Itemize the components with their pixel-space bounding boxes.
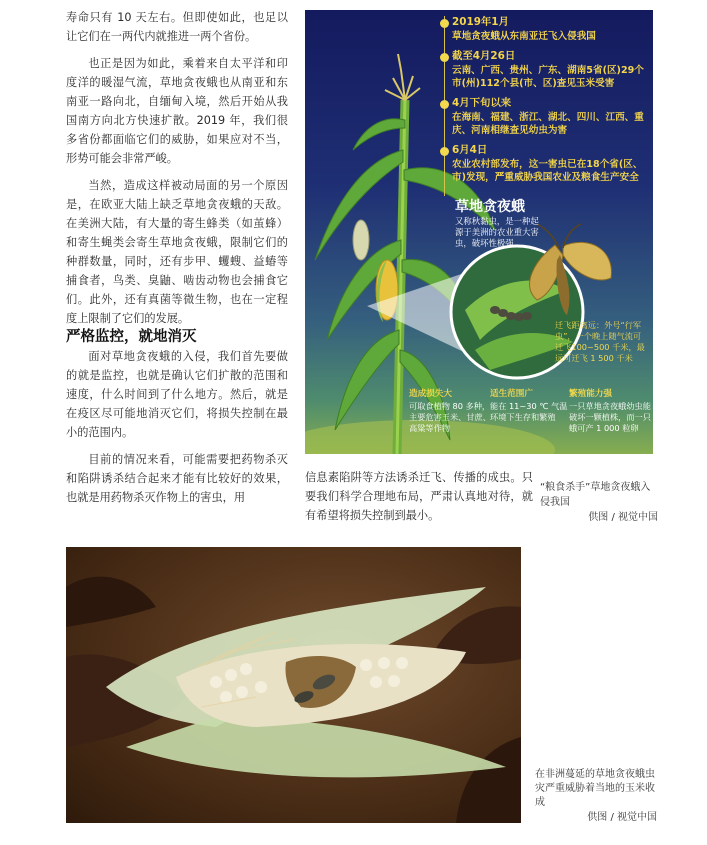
timeline-date: 截至4月26日 xyxy=(452,50,516,62)
stat-text: 一只草地贪夜蛾幼虫能破坏一颗植株，而一只蛾可产 1 000 粒卵 xyxy=(569,401,651,433)
caption-text: “粮食杀手”草地贪夜蛾入侵我国 xyxy=(540,482,651,508)
paragraph-2: 也正是因为如此，乘着来自太平洋和印度洋的暖湿气流，草地贪夜蛾也从南亚和东南亚一路向北，自缅甸入境，然后开始从我国南方向北方快速扩散。2019 年，我们很多省份都面临它们的威胁，如果应对不当，形势可能会非常严峻。 xyxy=(66,57,288,165)
paragraph-1: 寿命只有 10 天左右。但即使如此，也足以让它们在一两代内就推进一两个省份。 xyxy=(66,11,288,43)
stat-text: 能在 11~30 ℃ 气温环境下生存和繁殖 xyxy=(490,401,568,422)
timeline-item xyxy=(452,16,648,43)
photo-caption-text: 在非洲蔓延的草地贪夜蛾虫灾严重威胁着当地的玉米收成 xyxy=(535,769,655,808)
stat-block xyxy=(490,389,574,423)
timeline-text: 在海南、福建、浙江、湖北、四川、江西、重庆、河南相继查见幼虫为害 xyxy=(452,112,644,136)
corn-damage-photo xyxy=(66,547,521,823)
timeline-text: 农业农村部发布，这一害虫已在18个省(区、市)发现，严重威胁我国农业及粮食生产安全 xyxy=(452,159,643,183)
left-article-column xyxy=(66,8,288,507)
timeline-dot xyxy=(440,147,449,156)
stat-title: 适生范围广 xyxy=(490,389,533,399)
timeline-item xyxy=(452,50,648,90)
continued-paragraph: 信息素陷阱等方法诱杀迁飞、传播的成虫。只要我们科学合理地布局，严肃认真地对待，就有希望将损失控制到最小。 xyxy=(305,471,533,522)
timeline-text: 草地贪夜蛾从东南亚迁飞入侵我国 xyxy=(452,31,596,42)
timeline-text: 云南、广西、贵州、广东、湖南5省(区)29个市(州)112个县(市、区)查见玉米受害 xyxy=(452,65,644,89)
photo-caption xyxy=(535,768,657,825)
flight-distance-note: 迁飞距离远：外号“行军虫”，一个晚上随气流可迁飞100~500 千米，最远可迁飞 1 500 千米 xyxy=(555,320,645,363)
stat-block xyxy=(569,389,653,434)
caption-credit: 供图 / 视觉中国 xyxy=(588,512,658,523)
timeline-dot xyxy=(440,53,449,62)
section-heading: 严格监控，就地消灭 xyxy=(66,329,197,345)
stat-text: 可取食植物 80 多种，主要危害玉米、甘蔗、高粱等作物 xyxy=(409,401,491,433)
corn-photo-illustration xyxy=(66,547,521,823)
paragraph-5: 目前的情况来看，可能需要把药物杀灭和陷阱诱杀结合起来才能有比较好的效果，也就是用药物杀灭作物上的害虫，用 xyxy=(66,453,288,504)
infographic-title: 草地贪夜蛾 xyxy=(455,199,525,215)
timeline-item xyxy=(452,144,648,184)
timeline-item xyxy=(452,97,648,137)
photo-caption-credit: 供图 / 视觉中国 xyxy=(587,812,657,823)
stat-title: 造成损失大 xyxy=(409,389,452,399)
timeline-date: 2019年1月 xyxy=(452,16,509,28)
paragraph-3: 当然，造成这样被动局面的另一个原因是，在欧亚大陆上缺乏草地贪夜蛾的天敌。在美洲大陆，有大量的寄生蜂类（如茧蜂）和寄生蝇类会寄生草地贪夜蛾，限制它们的种群数量，同时，还有步甲、蠼螋、益蝽等捕食者，鸟类、臭鼬、啮齿动物也会捕食它们。此外，还有真菌等微生物，也在一定程度上限制了它们的发展。 xyxy=(66,179,288,325)
timeline-dot xyxy=(440,19,449,28)
timeline-date: 6月4日 xyxy=(452,144,488,156)
timeline-dot xyxy=(440,100,449,109)
stat-title: 繁殖能力强 xyxy=(569,389,612,399)
stat-block xyxy=(409,389,493,434)
fall-armyworm-infographic xyxy=(305,10,653,454)
infographic-caption xyxy=(540,480,658,525)
timeline-date: 4月下旬以来 xyxy=(452,97,512,109)
infographic-description: 又称秋黏虫，是一种起源于美洲的农业重大害虫，破坏性极强 xyxy=(455,216,539,248)
paragraph-4: 面对草地贪夜蛾的入侵，我们首先要做的就是监控，也就是确认它们扩散的范围和速度，什么时间到了什么地方。然后，就是在疫区尽可能地消灭它们，将损失控制在最小的范围内。 xyxy=(66,350,288,439)
